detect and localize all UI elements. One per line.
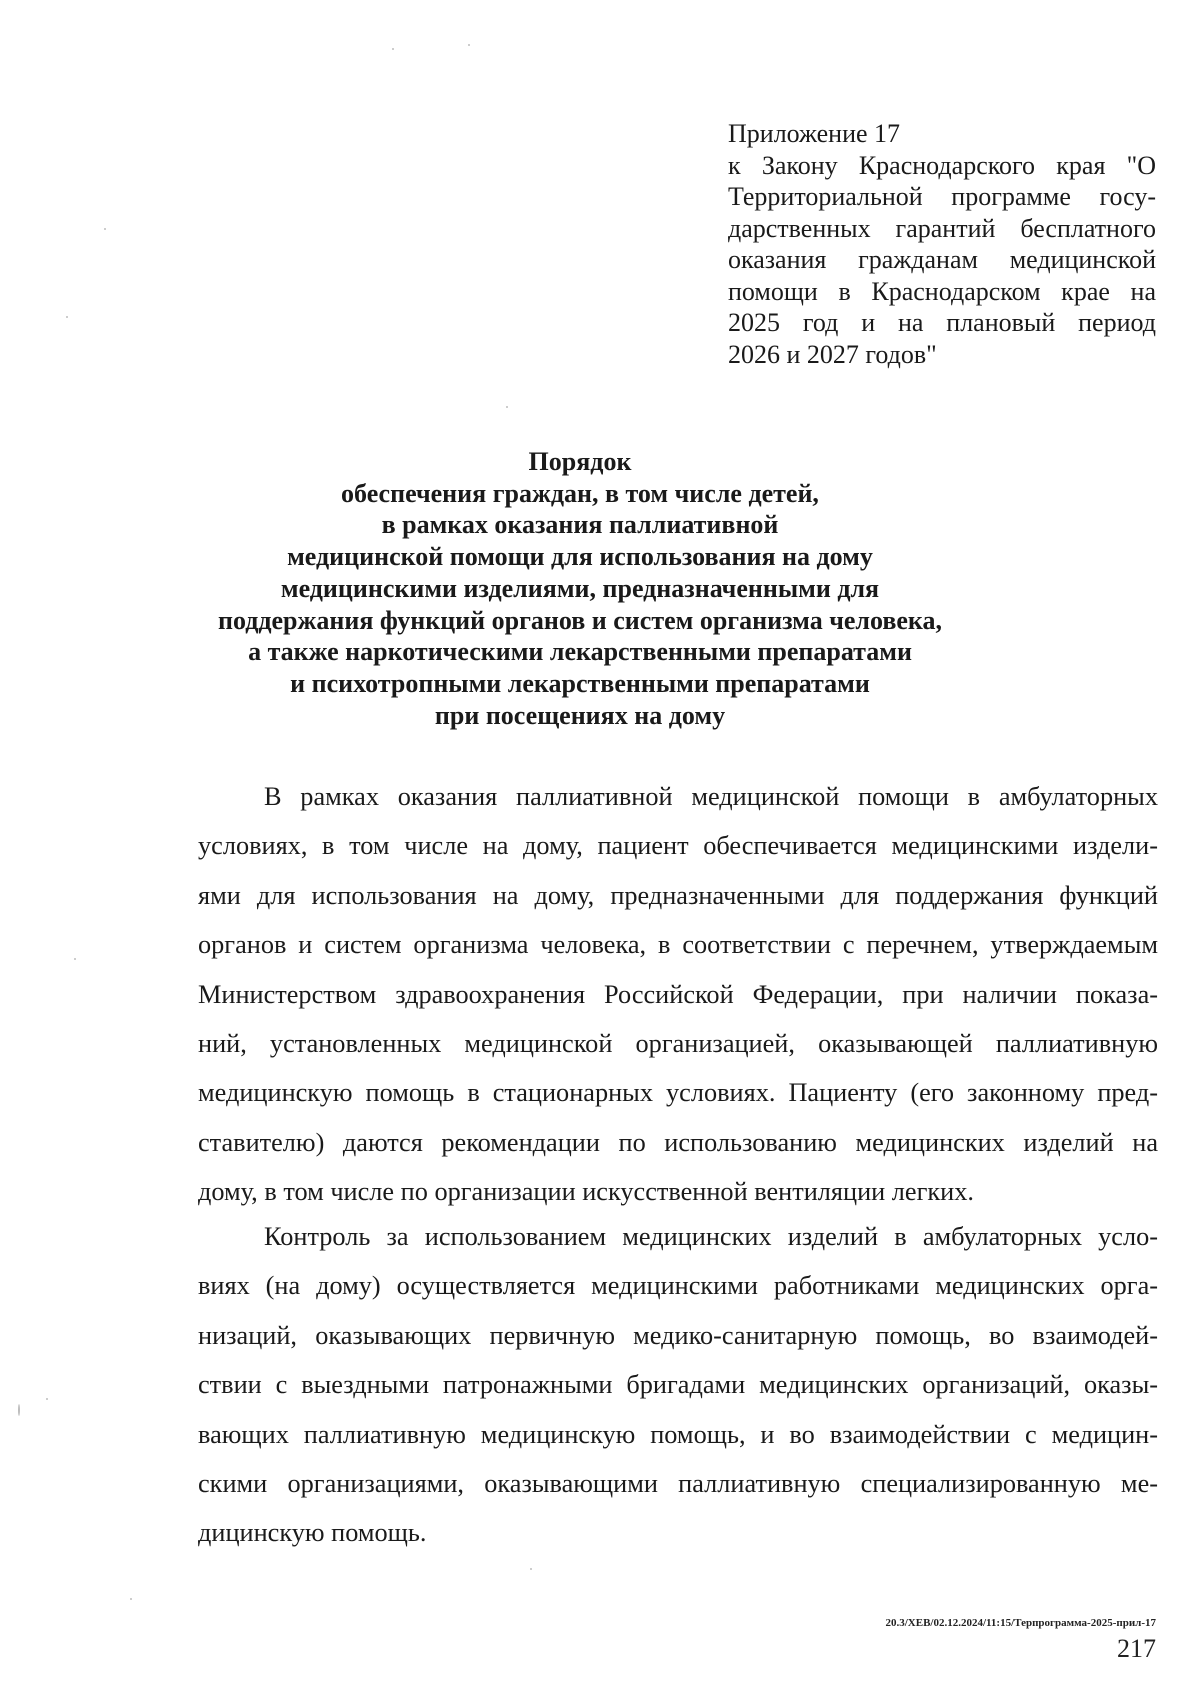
title-line: а также наркотическими лекарственными препаратами (248, 637, 912, 667)
scan-speck (46, 1398, 48, 1400)
paragraph-line: низаций, оказывающих первичную медико-санитарную помощь, во взаимодей- (198, 1320, 1158, 1350)
scan-speck (506, 406, 508, 408)
paragraph-line: виях (на дому) осуществляется медицинскими работниками медицинских орга- (198, 1271, 1158, 1301)
annex-line: дарственных гарантий бесплатного (728, 213, 1156, 243)
annex-line: оказания гражданам медицинской (728, 245, 1156, 274)
document-code: 20.3/ХЕВ/02.12.2024/11:15/Терпрограмма-2025-прил-17 (885, 1617, 1156, 1629)
title-line: медицинской помощи для использования на дому (287, 542, 873, 572)
annex-line: 2025 год и на плановый период (728, 308, 1156, 337)
scan-speck (74, 958, 76, 960)
paragraph-line: вающих паллиативную медицинскую помощь, и во взаимодействии с медицин- (198, 1419, 1158, 1449)
paragraph-line: условиях, в том числе на дому, пациент обеспечивается медицинскими издели- (198, 831, 1158, 861)
paragraph-line: ставителю) даются рекомендации по использованию медицинских изделий на (198, 1127, 1158, 1157)
paragraph-line: Контроль за использованием медицинских изделий в амбулаторных усло- (264, 1222, 1158, 1251)
paragraph-2 (198, 1212, 1158, 1558)
paragraph-line: ями для использования на дому, предназначенными для поддержания функций (198, 880, 1158, 910)
annex-line: Приложение 17 (728, 119, 901, 148)
title-line: Порядок (528, 447, 632, 476)
annex-reference (728, 118, 1156, 370)
title-line: при посещениях на дому (434, 700, 726, 730)
annex-line: 2026 и 2027 годов" (728, 339, 937, 369)
paragraph-line: скими организациями, оказывающими паллиативную специализированную ме- (198, 1469, 1158, 1499)
paragraph-1 (198, 772, 1158, 1217)
scan-speck (18, 1404, 20, 1416)
page-number: 217 (1117, 1634, 1156, 1663)
scan-speck (66, 316, 68, 318)
paragraph-line: Министерством здравоохранения Российской Федерации, при наличии показа- (198, 979, 1158, 1009)
scan-speck (104, 228, 106, 230)
scan-speck (392, 48, 394, 50)
scan-speck (530, 1568, 532, 1570)
title-line: и психотропными лекарственными препаратами (290, 668, 870, 698)
paragraph-line: ний, установленных медицинской организацией, оказывающей паллиативную (198, 1029, 1158, 1059)
title-line: медицинскими изделиями, предназначенными для (280, 573, 880, 603)
paragraph-line: ствии с выездными патронажными бригадами медицинских организаций, оказы- (198, 1370, 1158, 1400)
annex-line: помощи в Краснодарском крае на (728, 276, 1156, 306)
paragraph-line: В рамках оказания паллиативной медицинской помощи в амбулаторных (264, 782, 1158, 811)
paragraph-line: дому, в том числе по организации искусственной вентиляции легких. (198, 1177, 974, 1207)
paragraph-line: медицинскую помощь в стационарных условиях. Пациенту (его законному пред- (198, 1078, 1158, 1108)
title-line: в рамках оказания паллиативной (381, 510, 779, 540)
paragraph-line: дицинскую помощь. (198, 1518, 427, 1548)
paragraph-line: органов и систем организма человека, в соответствии с перечнем, утверждаемым (198, 930, 1158, 960)
document-title (200, 446, 960, 731)
annex-line: к Закону Краснодарского края "О (728, 150, 1156, 180)
title-line: обеспечения граждан, в том числе детей, (341, 478, 819, 508)
title-line: поддержания функций органов и систем организма человека, (217, 605, 942, 635)
scan-speck (130, 1598, 132, 1600)
annex-line: Территориальной программе госу- (728, 182, 1156, 211)
scan-speck (468, 44, 470, 46)
